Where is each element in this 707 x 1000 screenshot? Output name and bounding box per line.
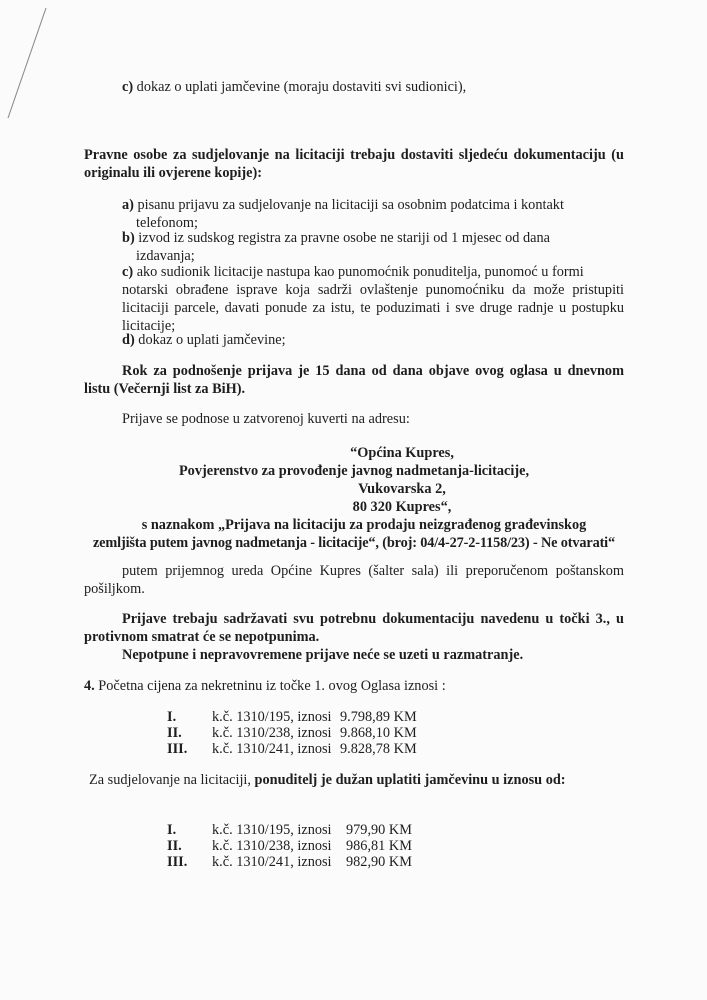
delivery-line-1: putem prijemnog ureda Općine Kupres (šalter sala) ili preporučenom poštanskom (122, 563, 624, 579)
parcel-ref: k.č. 1310/238, iznosi (212, 725, 332, 741)
deposit-intro-part-1: Za sudjelovanje na licitaciji, (89, 772, 255, 788)
deadline-line-1: Rok za podnošenje prijava je 15 dana od dana objave ovog oglasa u dnevnom (122, 363, 624, 379)
legal-persons-heading (84, 146, 624, 182)
item-line: ako sudionik licitacije nastupa kao punomoćnik ponuditelja, punomoć u formi (136, 264, 584, 280)
price-amount: 9.828,78 KM (340, 741, 417, 757)
roman-numeral: I. (167, 709, 177, 725)
scan-edge-line (0, 0, 60, 130)
deposit-intro-part-2: ponuditelj je dužan uplatiti jamčevinu u iznosu od: (254, 772, 566, 788)
heading-line-1: Pravne osobe za sudjelovanje na licitaciji trebaju dostaviti sljedeću dokumentaciju (u (84, 147, 624, 163)
item-line: izdavanja; (136, 248, 195, 264)
deadline-line-2: listu (Večernji list za BiH). (84, 381, 246, 397)
address-line: Povjerenstvo za provođenje javnog nadmetanja-licitacije, (178, 463, 530, 479)
address-line: Vukovarska 2, (358, 481, 446, 497)
list-item-d (122, 331, 622, 349)
requirements-line-2: protivnom smatrat će se nepotpunima. (84, 629, 320, 645)
submission-intro: Prijave se podnose u zatvorenoj kuverti na adresu: (122, 411, 410, 427)
list-item-a (122, 196, 622, 232)
item-text: dokaz o uplati jamčevine (moraju dostaviti svi sudionici), (133, 79, 467, 95)
item-line: izvod iz sudskog registra za pravne osobe ne stariji od 1 mjesec od dana (138, 230, 551, 246)
parcel-ref: k.č. 1310/238, iznosi (212, 838, 332, 854)
requirements-paragraph (84, 610, 624, 664)
section-number: 4. (84, 678, 95, 694)
item-line: pisanu prijavu za sudjelovanje na licitaciji sa osobnim podatcima i kontakt (137, 197, 564, 213)
deadline-paragraph (84, 362, 624, 398)
roman-numeral: III. (167, 854, 188, 870)
item-line: licitacije; (122, 318, 176, 334)
requirements-line-1: Prijave trebaju sadržavati svu potrebnu dokumentaciju navedenu u točki 3., u (122, 611, 624, 627)
price-amount: 9.868,10 KM (340, 725, 417, 741)
address-line: s naznakom „Prijava na licitaciju za prodaju neizgrađenog građevinskog (141, 517, 587, 533)
delivery-line-2: pošiljkom. (84, 581, 145, 597)
item-label: c) (122, 79, 134, 95)
delivery-method-paragraph (84, 562, 624, 598)
item-label: b) (122, 230, 135, 246)
item-line: telefonom; (136, 215, 198, 231)
parcel-ref: k.č. 1310/195, iznosi (212, 709, 332, 725)
deposit-amount: 982,90 KM (346, 854, 412, 870)
list-item-b (122, 229, 622, 265)
roman-numeral: II. (167, 725, 182, 741)
proof-of-deposit-line (122, 78, 602, 96)
item-label: c) (122, 264, 134, 280)
parcel-ref: k.č. 1310/195, iznosi (212, 822, 332, 838)
item-line: notarski obrađene isprave koja sadrži ovlaštenje punomoćniku da može pristupiti (122, 282, 624, 298)
item-label: d) (122, 332, 135, 348)
roman-numeral: II. (167, 838, 182, 854)
address-line: “Općina Kupres, (350, 445, 454, 461)
roman-numeral: III. (167, 741, 188, 757)
address-line: zemljišta putem javnog nadmetanja - licitacije“, (broj: 04/4-27-2-1158/23) - Ne otvarati“ (92, 535, 615, 551)
requirements-line-3: Nepotpune i nepravovremene prijave neće se uzeti u razmatranje. (122, 647, 524, 663)
item-line: dokaz o uplati jamčevine; (138, 332, 286, 348)
roman-numeral: I. (167, 822, 177, 838)
parcel-ref: k.č. 1310/241, iznosi (212, 741, 332, 757)
item-line: licitaciji parcele, davati ponude za istu, te poduzimati i sve druge radnje u postupku (122, 300, 624, 316)
section-text: Početna cijena za nekretninu iz točke 1. ovog Oglasa iznosi : (94, 678, 446, 694)
heading-line-2: originalu ili ovjerene kopije): (84, 165, 263, 181)
submission-address (84, 444, 624, 552)
price-amount: 9.798,89 KM (340, 709, 417, 725)
item-label: a) (122, 197, 134, 213)
deposit-amount: 979,90 KM (346, 822, 412, 838)
deposit-intro (89, 771, 629, 789)
section-4-heading (84, 677, 624, 695)
list-item-c (122, 263, 624, 335)
parcel-ref: k.č. 1310/241, iznosi (212, 854, 332, 870)
deposit-amount: 986,81 KM (346, 838, 412, 854)
address-line: 80 320 Kupres“, (352, 499, 452, 515)
